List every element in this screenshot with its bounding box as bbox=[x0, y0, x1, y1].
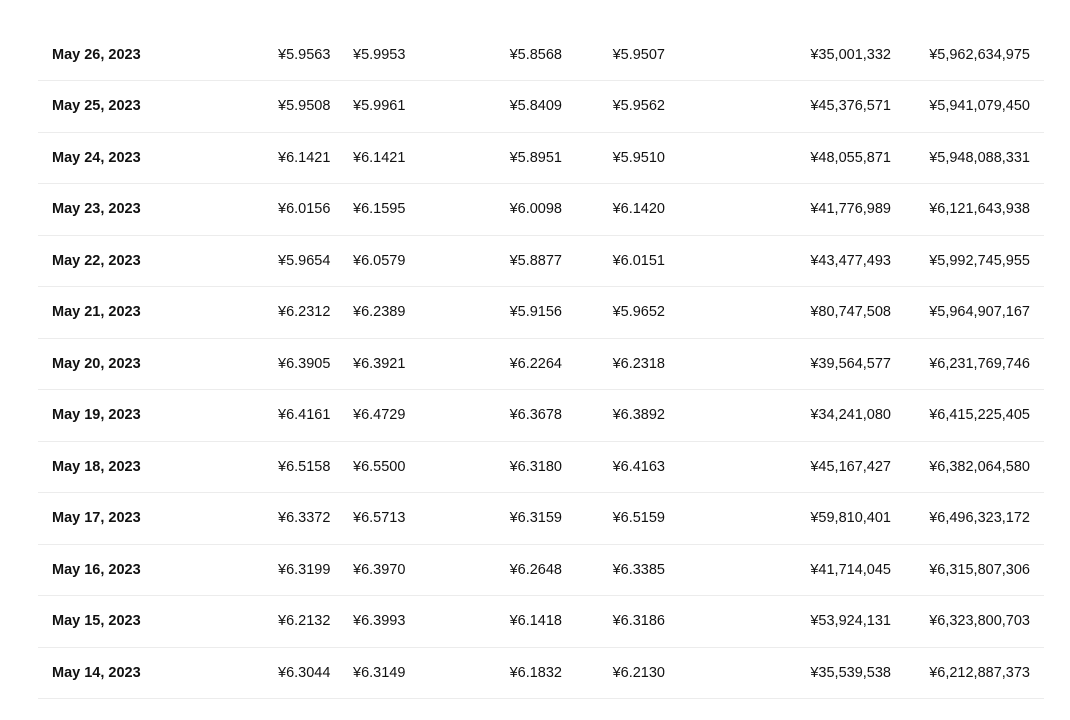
cell-high: ¥6.5500 bbox=[353, 458, 406, 475]
cell-date: May 19, 2023 bbox=[52, 407, 141, 424]
table-row bbox=[38, 132, 1044, 184]
cell-date: May 16, 2023 bbox=[52, 561, 141, 578]
cell-open: ¥6.2312 bbox=[278, 304, 331, 321]
cell-volume: ¥35,001,332 bbox=[810, 46, 891, 63]
table-row bbox=[38, 596, 1044, 648]
cell-high: ¥6.5713 bbox=[353, 510, 406, 527]
cell-volume: ¥43,477,493 bbox=[810, 252, 891, 269]
cell-date: May 21, 2023 bbox=[52, 304, 141, 321]
cell-volume: ¥53,924,131 bbox=[810, 613, 891, 630]
cell-market-cap: ¥6,382,064,580 bbox=[929, 458, 1030, 475]
cell-date: May 17, 2023 bbox=[52, 510, 141, 527]
cell-volume: ¥45,167,427 bbox=[810, 458, 891, 475]
cell-market-cap: ¥6,212,887,373 bbox=[929, 664, 1030, 681]
cell-close: ¥6.3385 bbox=[612, 561, 665, 578]
cell-close: ¥6.0151 bbox=[612, 252, 665, 269]
cell-market-cap: ¥5,941,079,450 bbox=[929, 98, 1030, 115]
cell-high: ¥5.9953 bbox=[353, 46, 406, 63]
cell-volume: ¥34,241,080 bbox=[810, 407, 891, 424]
cell-date: May 20, 2023 bbox=[52, 355, 141, 372]
cell-volume: ¥35,539,538 bbox=[810, 664, 891, 681]
table-row bbox=[38, 29, 1044, 81]
cell-date: May 18, 2023 bbox=[52, 458, 141, 475]
cell-open: ¥6.4161 bbox=[278, 407, 331, 424]
cell-volume: ¥41,714,045 bbox=[810, 561, 891, 578]
cell-open: ¥6.0156 bbox=[278, 201, 331, 218]
cell-low: ¥6.1418 bbox=[509, 613, 562, 630]
table-row bbox=[38, 647, 1044, 699]
cell-market-cap: ¥5,964,907,167 bbox=[929, 304, 1030, 321]
table-row bbox=[38, 81, 1044, 133]
cell-market-cap: ¥6,231,769,746 bbox=[929, 355, 1030, 372]
table-row bbox=[38, 287, 1044, 339]
cell-volume: ¥48,055,871 bbox=[810, 149, 891, 166]
cell-low: ¥6.3678 bbox=[509, 407, 562, 424]
cell-low: ¥6.3159 bbox=[509, 510, 562, 527]
cell-low: ¥5.8951 bbox=[509, 149, 562, 166]
cell-close: ¥6.4163 bbox=[612, 458, 665, 475]
cell-low: ¥5.8877 bbox=[509, 252, 562, 269]
cell-market-cap: ¥5,992,745,955 bbox=[929, 252, 1030, 269]
cell-open: ¥6.1421 bbox=[278, 149, 331, 166]
cell-market-cap: ¥6,496,323,172 bbox=[929, 510, 1030, 527]
cell-close: ¥5.9507 bbox=[612, 46, 665, 63]
cell-volume: ¥45,376,571 bbox=[810, 98, 891, 115]
cell-date: May 14, 2023 bbox=[52, 664, 141, 681]
cell-low: ¥6.0098 bbox=[509, 201, 562, 218]
cell-open: ¥6.3905 bbox=[278, 355, 331, 372]
table-row bbox=[38, 441, 1044, 493]
table-row bbox=[38, 390, 1044, 442]
cell-date: May 22, 2023 bbox=[52, 252, 141, 269]
cell-close: ¥6.1420 bbox=[612, 201, 665, 218]
cell-close: ¥5.9510 bbox=[612, 149, 665, 166]
table-body bbox=[38, 29, 1044, 699]
cell-low: ¥5.9156 bbox=[509, 304, 562, 321]
cell-low: ¥5.8568 bbox=[509, 46, 562, 63]
cell-high: ¥6.0579 bbox=[353, 252, 406, 269]
cell-high: ¥6.2389 bbox=[353, 304, 406, 321]
cell-close: ¥6.5159 bbox=[612, 510, 665, 527]
historical-data-table bbox=[38, 29, 1044, 699]
cell-date: May 25, 2023 bbox=[52, 98, 141, 115]
table-row bbox=[38, 493, 1044, 545]
cell-volume: ¥39,564,577 bbox=[810, 355, 891, 372]
cell-volume: ¥80,747,508 bbox=[810, 304, 891, 321]
cell-low: ¥5.8409 bbox=[509, 98, 562, 115]
table-row bbox=[38, 338, 1044, 390]
cell-high: ¥6.4729 bbox=[353, 407, 406, 424]
cell-high: ¥6.1421 bbox=[353, 149, 406, 166]
cell-volume: ¥59,810,401 bbox=[810, 510, 891, 527]
cell-open: ¥6.5158 bbox=[278, 458, 331, 475]
cell-close: ¥6.3892 bbox=[612, 407, 665, 424]
cell-high: ¥6.3149 bbox=[353, 664, 406, 681]
cell-volume: ¥41,776,989 bbox=[810, 201, 891, 218]
cell-close: ¥5.9652 bbox=[612, 304, 665, 321]
table-row bbox=[38, 235, 1044, 287]
cell-open: ¥6.2132 bbox=[278, 613, 331, 630]
table-row bbox=[38, 544, 1044, 596]
cell-open: ¥5.9654 bbox=[278, 252, 331, 269]
cell-open: ¥6.3199 bbox=[278, 561, 331, 578]
cell-low: ¥6.1832 bbox=[509, 664, 562, 681]
cell-market-cap: ¥6,315,807,306 bbox=[929, 561, 1030, 578]
cell-high: ¥5.9961 bbox=[353, 98, 406, 115]
cell-market-cap: ¥6,121,643,938 bbox=[929, 201, 1030, 218]
cell-market-cap: ¥6,323,800,703 bbox=[929, 613, 1030, 630]
cell-close: ¥6.2130 bbox=[612, 664, 665, 681]
cell-close: ¥5.9562 bbox=[612, 98, 665, 115]
historical-data-table-container bbox=[38, 29, 1044, 699]
cell-low: ¥6.2648 bbox=[509, 561, 562, 578]
cell-high: ¥6.3993 bbox=[353, 613, 406, 630]
cell-date: May 23, 2023 bbox=[52, 201, 141, 218]
cell-market-cap: ¥5,948,088,331 bbox=[929, 149, 1030, 166]
cell-market-cap: ¥6,415,225,405 bbox=[929, 407, 1030, 424]
cell-market-cap: ¥5,962,634,975 bbox=[929, 46, 1030, 63]
cell-date: May 24, 2023 bbox=[52, 149, 141, 166]
cell-open: ¥5.9563 bbox=[278, 46, 331, 63]
cell-high: ¥6.1595 bbox=[353, 201, 406, 218]
table-row bbox=[38, 184, 1044, 236]
cell-low: ¥6.2264 bbox=[509, 355, 562, 372]
cell-date: May 15, 2023 bbox=[52, 613, 141, 630]
cell-close: ¥6.2318 bbox=[612, 355, 665, 372]
cell-high: ¥6.3970 bbox=[353, 561, 406, 578]
cell-date: May 26, 2023 bbox=[52, 46, 141, 63]
cell-open: ¥6.3044 bbox=[278, 664, 331, 681]
cell-close: ¥6.3186 bbox=[612, 613, 665, 630]
cell-open: ¥6.3372 bbox=[278, 510, 331, 527]
cell-open: ¥5.9508 bbox=[278, 98, 331, 115]
cell-low: ¥6.3180 bbox=[509, 458, 562, 475]
cell-high: ¥6.3921 bbox=[353, 355, 406, 372]
